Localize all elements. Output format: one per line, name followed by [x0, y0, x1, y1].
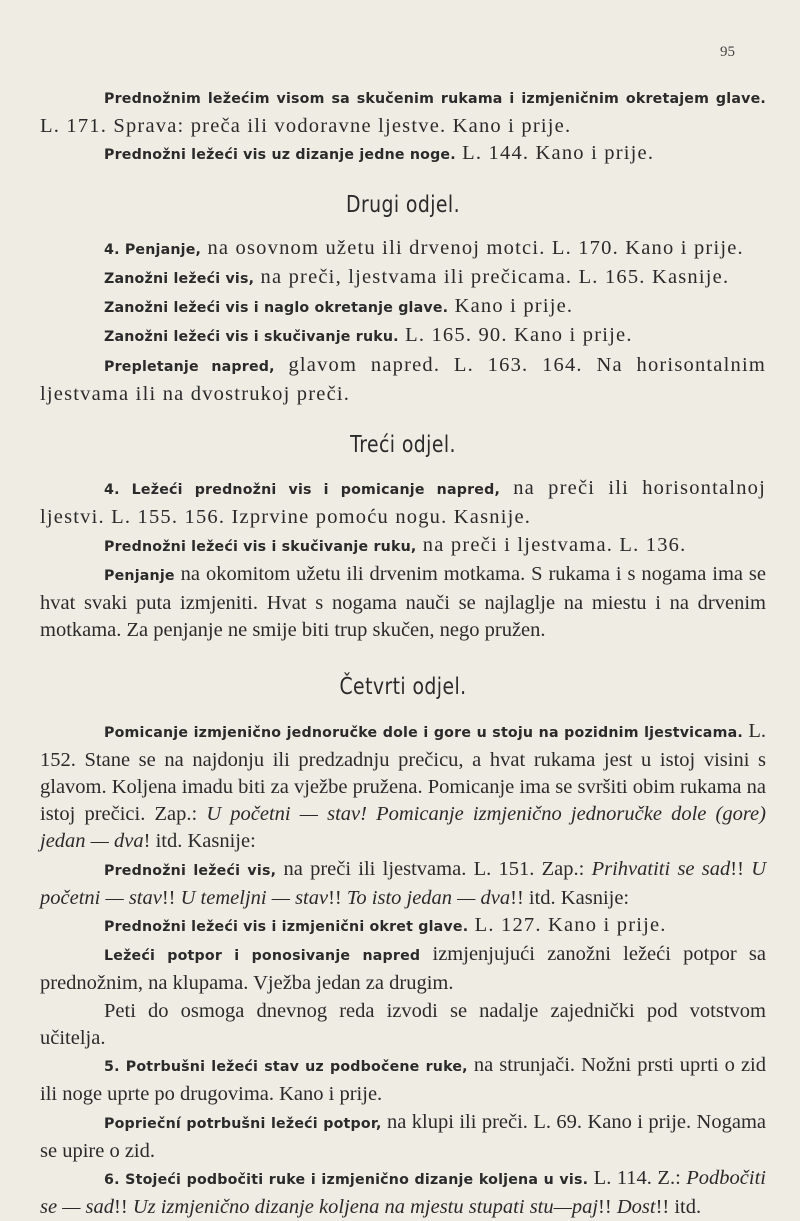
paragraph: Prepletanje napred, glavom napred. L. 163. 164. Na horisontalnim ljestvama ili na dvostrukoj preči.: [40, 353, 766, 405]
exercise-title: Ležeći potpor i ponosivanje napred: [104, 948, 421, 965]
paragraph: Zanožni ležeći vis i naglo okretanje glave. Kano i prije.: [104, 295, 574, 318]
paragraph: Ležeći potpor i ponosivanje napred izmjenjujući zanožni ležeći potpor sa prednožnim, na klupama. Vježba jedan za drugim.: [40, 943, 766, 995]
paragraph: Pomicanje izmjenično jednoručke dole i gore u stoju na pozidnim ljestvicama. L. 152. Stane se na najdonju ili predzadnju prečicu, a hvat rukama jest u istoj visini s glavom. Koljena imadu biti za vježbe pružena. Pomicanje ima se svršiti obim rukama na istoj prečici. Zap.: U početni — stav! Pomicanje izmjenično jednoručke dole (gore) jedan — dva! itd. Kasnije:: [40, 719, 766, 853]
exercise-title: Prednožnim ležećim visom sa skučenim rukama i izmjeničnim okretajem glave.: [104, 91, 766, 107]
exercise-title: Prepletanje napred,: [104, 358, 275, 375]
exercise-title: Prednožni ležeći vis,: [104, 862, 277, 879]
exercise-title: Prednožni ležeći vis uz dizanje jedne noge.: [104, 147, 456, 164]
paragraph: Poprieční potrbušni ležeći potpor, na klupi ili preči. L. 69. Kano i prije. Nogama se upire o zid.: [40, 1110, 766, 1162]
paragraph: Zanožni ležeći vis i skučivanje ruku. L. 165. 90. Kano i prije.: [104, 324, 633, 347]
exercise-title: Stojeći podbočiti ruke i izmjenično dizanje koljena u vis.: [125, 1171, 589, 1188]
exercise-title: Zanožni ležeći vis,: [104, 271, 255, 288]
page-body: [40, 84, 766, 1221]
paragraph: Prednožni ležeći vis uz dizanje jedne noge. L. 144. Kano i prije.: [104, 142, 655, 165]
page-number: 95: [720, 44, 735, 60]
section-heading: Četvrti odjel.: [339, 674, 467, 701]
exercise-title: Prednožni ležeći vis i skučivanje ruku,: [104, 538, 417, 555]
exercise-title: Penjanje: [104, 567, 175, 584]
section-heading: Drugi odjel.: [346, 191, 460, 218]
paragraph: 4. Ležeći prednožni vis i pomicanje napred, na preči ili horisontalnoj ljestvi. L. 155. 156. Izprvine pomoću nogu. Kasnije.: [40, 477, 766, 529]
paragraph: Prednožni ležeći vis i izmjenični okret glave. L. 127. Kano i prije.: [104, 914, 667, 937]
paragraph: Prednožnim ležećim visom sa skučenim rukama i izmjeničnim okretajem glave. L. 171. Sprava: preča ili vodoravne ljestve. Kano i prije.: [40, 91, 766, 138]
exercise-title: Zanožni ležeći vis i skučivanje ruku.: [104, 329, 399, 346]
paragraph: Prednožni ležeći vis i skučivanje ruku, na preči i ljestvama. L. 136.: [104, 533, 687, 556]
paragraph: Prednožni ležeći vis, na preči ili ljestvama. L. 151. Zap.: Prihvatiti se sad!! U početni — stav!! U temeljni — stav!! To isto jedan — dva!! itd. Kasnije:: [40, 857, 767, 909]
paragraph: 4. Penjanje, na osovnom užetu ili drvenoj motci. L. 170. Kano i prije.: [104, 236, 744, 259]
paragraph: Peti do osmoga dnevnog reda izvodi se nadalje zajednički pod votstvom učitelja.: [40, 999, 766, 1049]
exercise-title: Poprieční potrbušni ležeći potpor,: [104, 1115, 382, 1132]
exercise-title: Potrbušni ležeći stav uz podbočene ruke,: [125, 1059, 468, 1076]
paragraph: Penjanje na okomitom užetu ili drvenim motkama. S rukama i s nogama ima se hvat svaki puta izmjeniti. Hvat s nogama nauči se najlaglje na miestu i na drvenim motkama. Za penjanje ne smije biti trup skučen, nego pružen.: [40, 562, 766, 642]
exercise-title: Zanožni ležeći vis i naglo okretanje glave.: [104, 300, 449, 317]
section-heading: Treći odjel.: [350, 432, 456, 459]
exercise-title: Prednožni ležeći vis i izmjenični okret glave.: [104, 919, 469, 936]
exercise-title: Pomicanje izmjenično jednoručke dole i gore u stoju na pozidnim ljestvicama.: [104, 724, 743, 741]
exercise-title: Penjanje,: [124, 241, 202, 258]
paragraph: Zanožni ležeći vis, na preči, ljestvama ili prečicama. L. 165. Kasnije.: [104, 266, 730, 289]
paragraph: 6. Stojeći podbočiti ruke i izmjenično dizanje koljena u vis. L. 114. Z.: Podbočiti se — sad!! Uz izmjenično dizanje koljena na mjestu stupati stu—paj!! Dost!! itd.: [40, 1166, 766, 1219]
paragraph: 5. Potrbušni ležeći stav uz podbočene ruke, na strunjači. Nožni prsti uprti o zid ili noge uprte po drugovima. Kano i prije.: [40, 1054, 766, 1106]
exercise-title: Ležeći prednožni vis i pomicanje napred,: [131, 482, 501, 499]
